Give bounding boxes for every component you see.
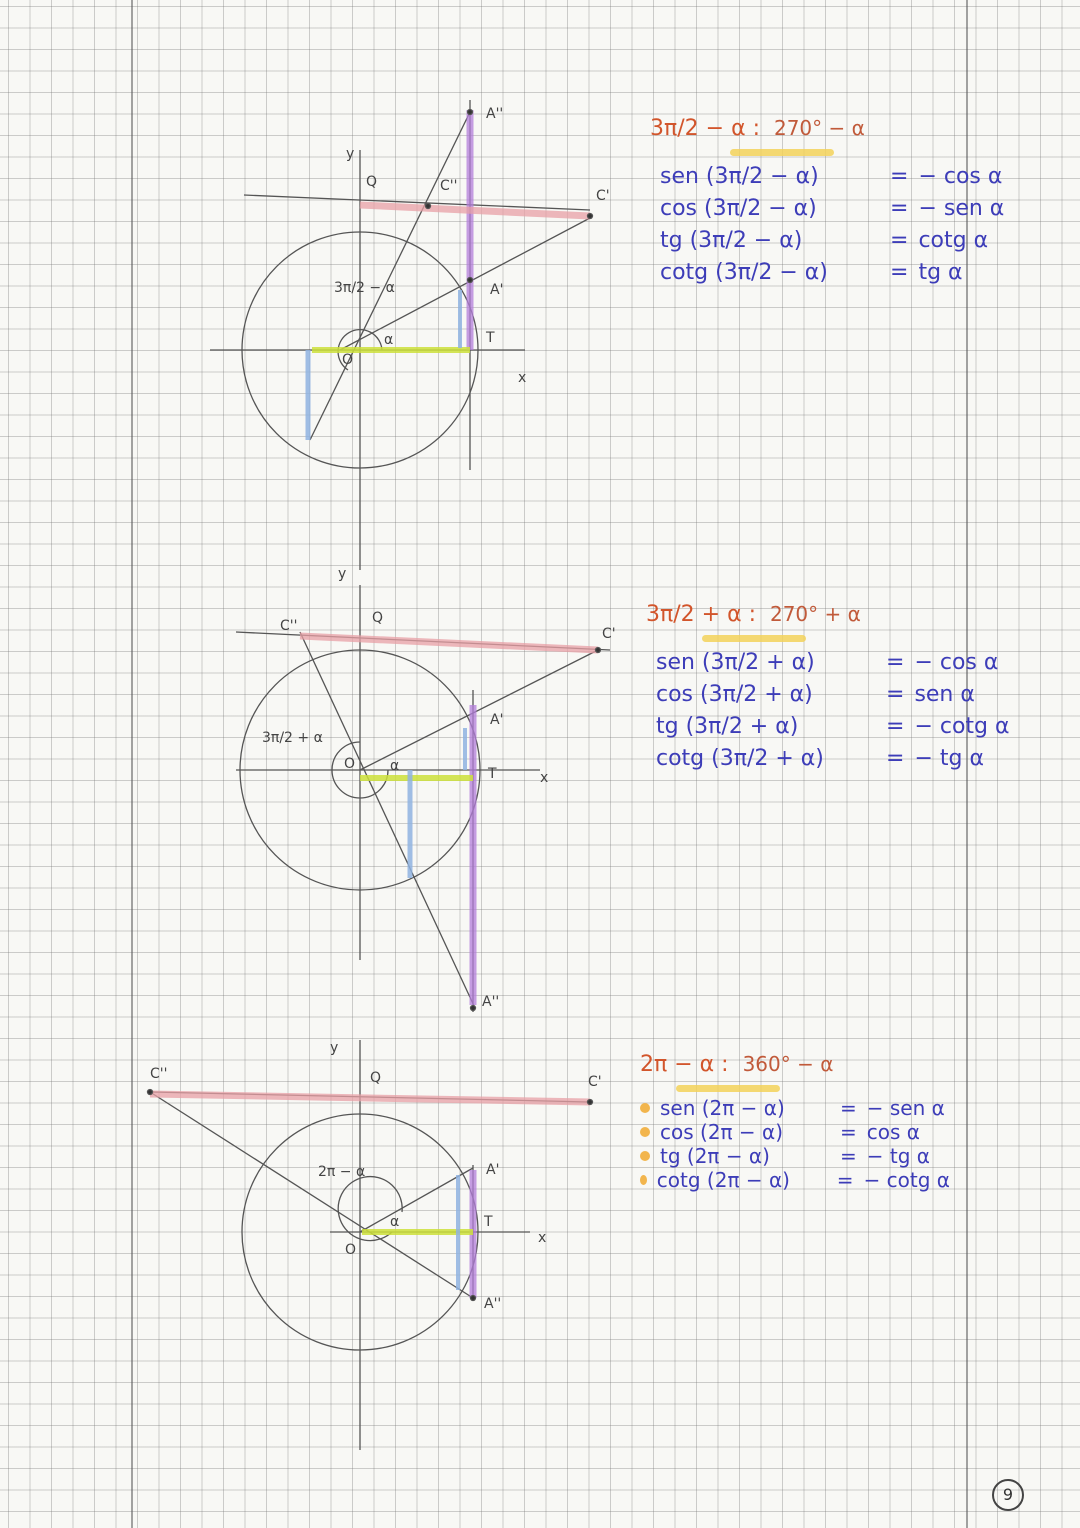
formula-rhs: cotg α: [918, 228, 989, 253]
point-c1: [588, 214, 593, 219]
point-a2: [471, 1296, 476, 1301]
formula-lhs: cos (3π/2 − α): [660, 196, 817, 221]
formula-row-sen: sen (3π/2 + α) = − cos α: [656, 650, 999, 675]
formula-row-cotg: cotg (3π/2 + α) = − tg α: [656, 746, 984, 771]
formula-lhs: tg (3π/2 − α): [660, 228, 803, 253]
label-x: x: [538, 1230, 547, 1246]
formula-lhs: tg (3π/2 + α): [656, 714, 799, 739]
label-c1: C': [596, 188, 610, 204]
diagram-middle: [236, 566, 616, 1012]
formula-lhs: cotg (3π/2 + α): [656, 746, 824, 771]
label-a2: A'': [484, 1296, 502, 1312]
block-heading: [640, 1052, 950, 1077]
label-q: Q: [370, 1070, 382, 1086]
formula-row-tg: tg (2π − α) = − tg α: [640, 1146, 950, 1166]
label-alpha: α: [390, 758, 400, 774]
formula-row-cos: cos (3π/2 + α) = sen α: [656, 682, 975, 707]
formula-row-cos: cos (2π − α) = cos α: [640, 1122, 950, 1142]
formula-rhs: − tg α: [866, 1144, 930, 1168]
label-q: Q: [366, 174, 378, 190]
formula-row-tg: tg (3π/2 + α) = − cotg α: [656, 714, 1010, 739]
heading-angle: 2π − α :: [640, 1052, 729, 1077]
heading-degrees: 270° + α: [769, 602, 861, 626]
cot-segment: [300, 636, 598, 650]
heading-degrees: 270° − α: [773, 116, 865, 140]
formula-rhs: − cotg α: [863, 1168, 950, 1192]
diagram-top: [210, 100, 610, 570]
formula-block-2: [646, 602, 1010, 780]
point-c2: [426, 204, 431, 209]
angle-label-middle: 3π/2 + α: [262, 730, 323, 746]
heading-angle: 3π/2 + α :: [646, 602, 756, 627]
formula-lhs: cotg (3π/2 − α): [660, 260, 828, 285]
label-o: O: [342, 352, 354, 368]
block-heading: [650, 116, 950, 141]
angle-label-top: 3π/2 − α: [334, 280, 395, 296]
angle-label-bottom: 2π − α: [318, 1164, 366, 1180]
heading-highlight: [676, 1085, 780, 1092]
formula-rhs: − sen α: [866, 1096, 945, 1120]
label-a2: A'': [486, 106, 504, 122]
formula-lhs: tg (2π − α): [660, 1144, 770, 1168]
diagram-bottom: [148, 1040, 602, 1450]
formula-rhs: − cotg α: [914, 714, 1010, 739]
formula-row-cotg: cotg (3π/2 − α) = tg α: [660, 260, 963, 285]
formula-lhs: sen (3π/2 − α): [660, 164, 819, 189]
cot-segment: [150, 1094, 590, 1102]
formula-rhs: sen α: [914, 682, 975, 707]
angle-ray: [310, 112, 470, 440]
label-alpha: α: [384, 332, 394, 348]
label-c2: C'': [440, 178, 458, 194]
formula-lhs: sen (3π/2 + α): [656, 650, 815, 675]
label-c2: C'': [280, 618, 298, 634]
bullet-icon: [640, 1127, 650, 1137]
label-c1: C': [588, 1074, 602, 1090]
label-a1: A': [486, 1162, 500, 1178]
label-o: O: [344, 756, 356, 772]
formula-row-cos: cos (3π/2 − α) = − sen α: [660, 196, 1005, 221]
label-t: T: [486, 330, 495, 346]
label-a2: A'': [482, 994, 500, 1010]
heading-highlight: [730, 149, 834, 156]
block-heading: [646, 602, 946, 627]
label-a1: A': [490, 712, 504, 728]
heading-angle: 3π/2 − α :: [650, 116, 760, 141]
label-alpha: α: [390, 1214, 400, 1230]
formula-rhs: cos α: [866, 1120, 920, 1144]
heading-highlight: [702, 635, 806, 642]
label-y: y: [338, 566, 347, 582]
bullet-icon: [640, 1103, 650, 1113]
point-a1: [468, 278, 473, 283]
formula-lhs: cos (2π − α): [660, 1120, 784, 1144]
formula-block-1: [650, 116, 1005, 294]
formula-block-3: [640, 1052, 950, 1194]
formula-lhs: sen (2π − α): [660, 1096, 785, 1120]
formula-row-cotg: cotg (2π − α) = − cotg α: [640, 1170, 950, 1190]
label-a1: A': [490, 282, 504, 298]
label-t: T: [484, 1214, 493, 1230]
formula-row-sen: sen (2π − α) = − sen α: [640, 1098, 950, 1118]
label-y: y: [346, 146, 355, 162]
formula-row-tg: tg (3π/2 − α) = cotg α: [660, 228, 989, 253]
point-c1: [588, 1100, 593, 1105]
formula-rhs: − cos α: [914, 650, 999, 675]
formula-lhs: cotg (2π − α): [656, 1168, 790, 1192]
label-o: O: [345, 1242, 357, 1258]
point-a2: [471, 1006, 476, 1011]
formula-rhs: − sen α: [918, 196, 1005, 221]
cot-segment: [360, 205, 590, 216]
label-c2: C'': [150, 1066, 168, 1082]
label-x: x: [540, 770, 549, 786]
label-q: Q: [372, 610, 384, 626]
point-c2: [148, 1090, 153, 1095]
bullet-icon: [640, 1151, 650, 1161]
label-y: y: [330, 1040, 339, 1056]
point-c1: [596, 648, 601, 653]
bullet-icon: [640, 1175, 647, 1185]
heading-degrees: 360° − α: [742, 1052, 834, 1076]
label-c1: C': [602, 626, 616, 642]
formula-rhs: tg α: [918, 260, 963, 285]
label-t: T: [488, 766, 497, 782]
formula-rhs: − tg α: [914, 746, 984, 771]
label-x: x: [518, 370, 527, 386]
formula-rhs: − cos α: [918, 164, 1003, 189]
page-number: 9: [992, 1479, 1024, 1511]
point-a2: [468, 110, 473, 115]
formula-lhs: cos (3π/2 + α): [656, 682, 813, 707]
formula-row-sen: sen (3π/2 − α) = − cos α: [660, 164, 1003, 189]
